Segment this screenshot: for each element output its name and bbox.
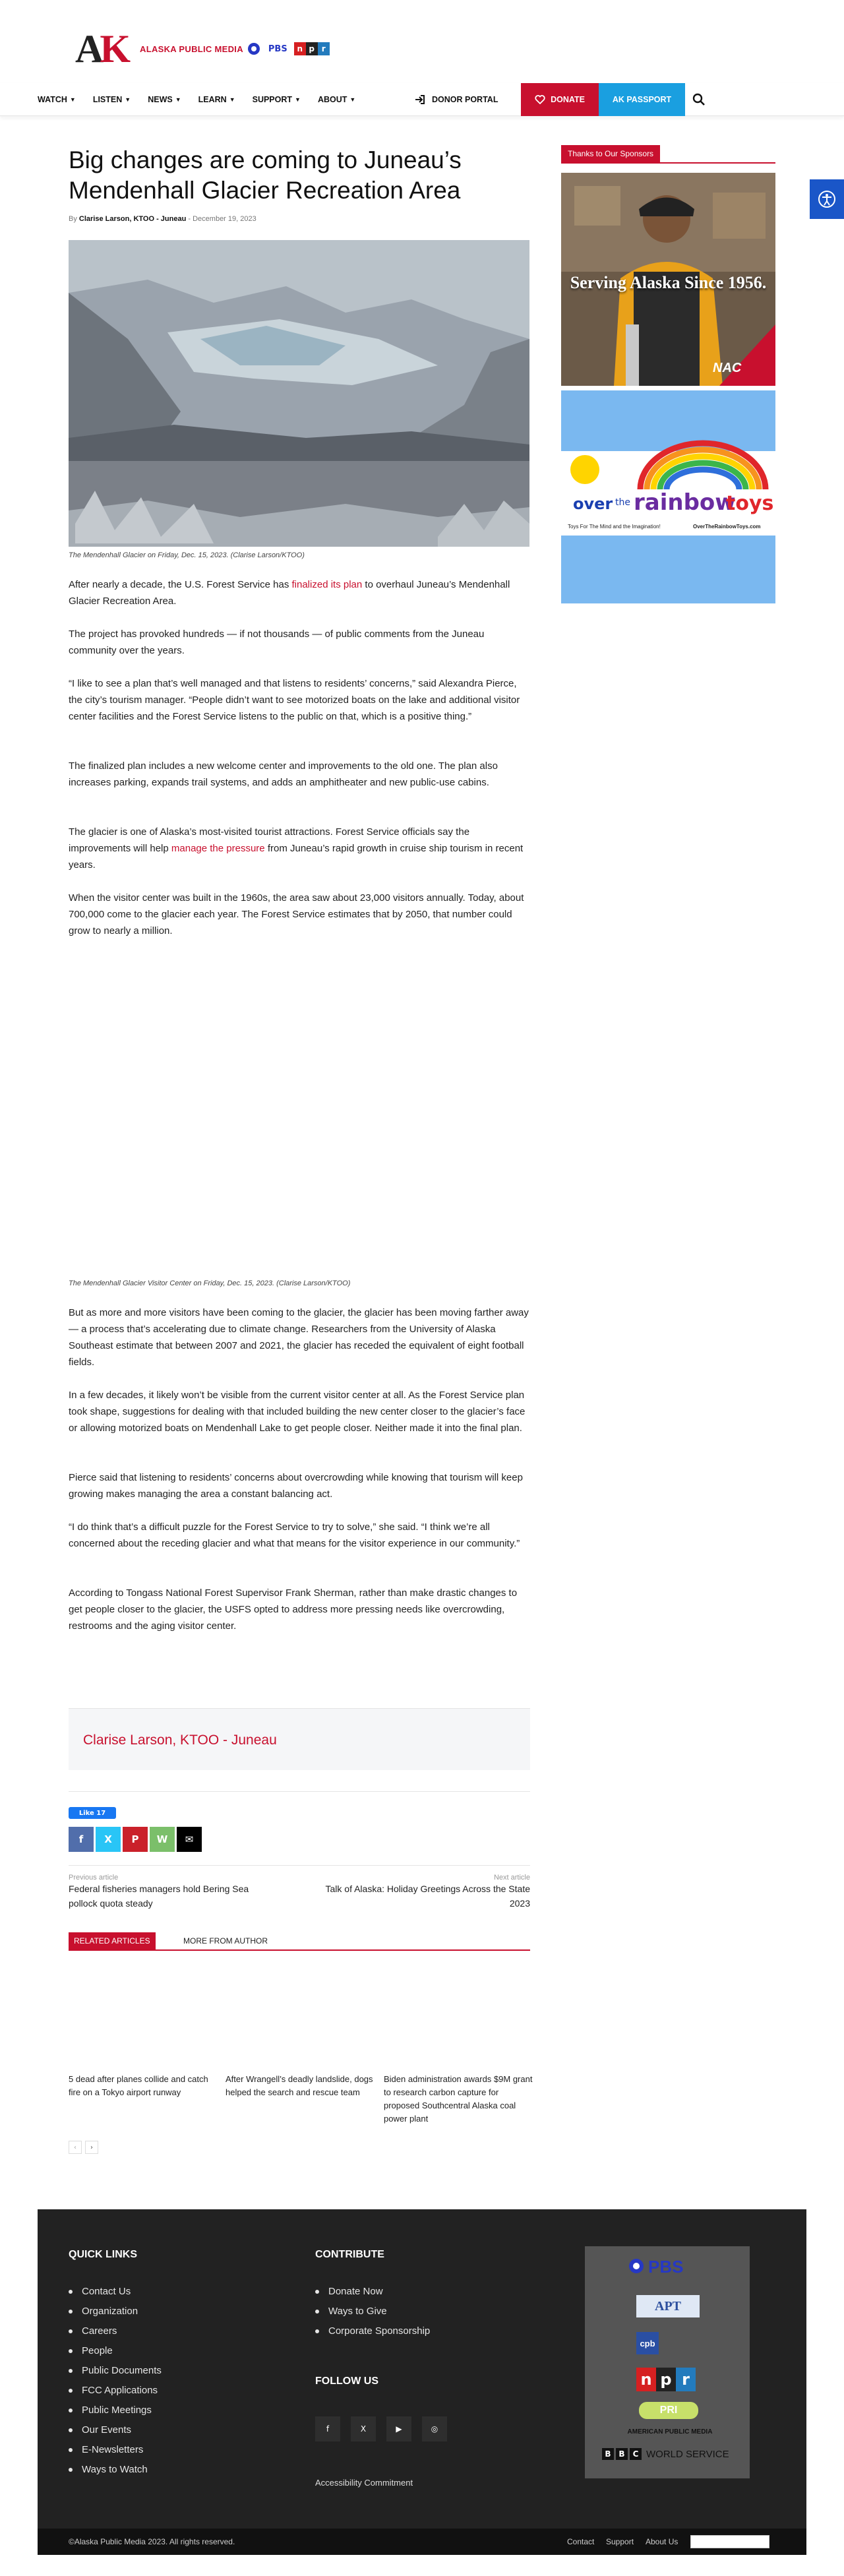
hero-image xyxy=(69,240,529,547)
main-nav xyxy=(0,83,844,116)
pbs-label: PBS xyxy=(268,44,287,54)
donate-label: DONATE xyxy=(551,95,585,104)
bottom-link-contact[interactable]: Contact xyxy=(567,2537,595,2546)
text-span: After nearly a decade, the U.S. Forest Service has xyxy=(69,579,292,590)
visitor-center-caption: The Mendenhall Glacier Visitor Center on Friday, Dec. 15, 2023. (Clarise Larson/KTOO) xyxy=(69,1279,351,1287)
npr-partner-logo xyxy=(636,2368,696,2391)
tab-related-articles[interactable]: RELATED ARTICLES xyxy=(69,1932,156,1949)
rainbow-ad-url: OverTheRainbowToys.com xyxy=(693,524,761,530)
nav-support[interactable] xyxy=(253,95,301,104)
paragraph-9: Pierce said that listening to residents’ concerns about overcrowding while knowing that tourism will keep growing makes managing the area a constant balancing act. xyxy=(69,1472,523,1500)
x-icon[interactable]: X xyxy=(351,2416,376,2441)
byline-separator: - xyxy=(188,215,193,223)
footer-bottom-bar xyxy=(38,2529,806,2555)
byline xyxy=(69,215,256,223)
paragraph-1 xyxy=(69,576,530,609)
footer-link-careers[interactable]: Careers xyxy=(69,2321,162,2341)
text-span: from Juneau’s rapid growth in cruise ship tourism in recent years. xyxy=(69,843,524,871)
author-box xyxy=(69,1708,530,1770)
chevron-down-icon: ▼ xyxy=(295,96,301,103)
sponsors-heading xyxy=(561,145,775,164)
tab-more-from-author[interactable]: MORE FROM AUTHOR xyxy=(183,1936,268,1946)
divider xyxy=(69,1865,530,1866)
cpb-partner-logo: cpb xyxy=(636,2332,659,2354)
copyright: ©Alaska Public Media 2023. All rights reserved. xyxy=(69,2537,235,2546)
bottom-link-about-us[interactable]: About Us xyxy=(646,2537,678,2546)
nav-learn[interactable] xyxy=(198,95,235,104)
pbs-logo-icon xyxy=(247,42,260,55)
sponsor-ad-over-the-rainbow[interactable] xyxy=(561,390,775,603)
footer-link-public-documents[interactable]: Public Documents xyxy=(69,2361,162,2381)
nav-watch[interactable] xyxy=(38,95,76,104)
previous-article-title[interactable]: Federal fisheries managers hold Bering Sea pollock quota steady xyxy=(69,1884,249,1909)
instagram-icon[interactable]: ◎ xyxy=(422,2416,447,2441)
related-article-1[interactable]: 5 dead after planes collide and catch fire on a Tokyo airport runway xyxy=(69,2074,208,2097)
whatsapp-share-icon[interactable]: W xyxy=(150,1827,175,1852)
next-page-button[interactable]: › xyxy=(85,2141,98,2154)
paragraph-5 xyxy=(69,824,530,873)
related-tabs xyxy=(69,1932,530,1951)
ak-logo-mark: AK xyxy=(75,27,127,71)
chevron-down-icon: ▼ xyxy=(229,96,235,103)
nav-about[interactable] xyxy=(318,95,355,104)
footer-link-organization[interactable]: Organization xyxy=(69,2302,162,2321)
donor-portal-link[interactable] xyxy=(415,83,498,116)
apt-partner-logo: APT xyxy=(636,2295,700,2317)
footer-link-contact-us[interactable]: Contact Us xyxy=(69,2282,162,2302)
nac-ad-headline: Serving Alaska Since 1956. xyxy=(570,273,767,292)
pbs-partner-icon xyxy=(628,2258,644,2274)
text-span: The glacier is one of Alaska’s most-visited tourist attractions. Forest Service officials say the improvements will help xyxy=(69,826,470,854)
facebook-share-icon[interactable]: f xyxy=(69,1827,94,1852)
previous-article-label: Previous article xyxy=(69,1874,119,1882)
email-share-icon[interactable]: ✉ xyxy=(177,1827,202,1852)
paragraph-7: But as more and more visitors have been coming to the glacier, the glacier has been moving farther away — a process that’s accelerating due to climate change. Researchers from the University of Alaska Southeast estimate that between 2007 and 2021, the glacier has receded the equivalent of eight football fields. xyxy=(69,1307,529,1368)
sponsors-heading-label: Thanks to Our Sponsors xyxy=(561,145,660,162)
pbs-partner-logo: PBS xyxy=(648,2257,684,2277)
facebook-icon[interactable]: f xyxy=(315,2416,340,2441)
next-article-title[interactable]: Talk of Alaska: Holiday Greetings Across the State 2023 xyxy=(325,1884,530,1909)
hero-caption: The Mendenhall Glacier on Friday, Dec. 15, 2023. (Clarise Larson/KTOO) xyxy=(69,551,305,559)
chevron-down-icon: ▼ xyxy=(175,96,181,103)
quick-links-list xyxy=(69,2282,162,2480)
footer-link-ways-to-give[interactable]: Ways to Give xyxy=(315,2302,430,2321)
npr-letter-r: r xyxy=(318,42,330,55)
visitor-center-image-placeholder xyxy=(69,958,530,1273)
paragraph-8: In a few decades, it likely won’t be visible from the current visitor center at all. As the Forest Service plan took shape, suggestions for dealing with that included building the new center closer to the glacier’s face or allowing motorized boats on Mendenhall Lake to get people closer. Neither made it into the final plan. xyxy=(69,1390,526,1434)
accessibility-icon xyxy=(818,191,835,208)
heart-icon xyxy=(535,95,545,104)
footer-search-input[interactable] xyxy=(690,2535,769,2548)
footer-link-ways-to-watch[interactable]: Ways to Watch xyxy=(69,2460,162,2480)
nav-label: WATCH xyxy=(38,95,67,104)
site-logo[interactable] xyxy=(75,28,330,70)
manage-pressure-link[interactable]: manage the pressure xyxy=(171,843,265,854)
bbc-letter-b: B xyxy=(602,2448,614,2460)
rainbow-ad-toys: toys xyxy=(726,492,774,515)
footer-link-people[interactable]: People xyxy=(69,2341,162,2361)
next-article[interactable] xyxy=(319,1874,530,1911)
author-box-name[interactable]: Clarise Larson, KTOO - Juneau xyxy=(83,1733,277,1748)
bbc-world-service-label: WORLD SERVICE xyxy=(646,2448,729,2460)
bbc-letter-b: B xyxy=(616,2448,628,2460)
contribute-heading: CONTRIBUTE xyxy=(315,2249,384,2260)
partner-logos xyxy=(585,2246,750,2478)
nav-label: LEARN xyxy=(198,95,227,104)
prev-page-button[interactable]: ‹ xyxy=(69,2141,82,2154)
facebook-like-button[interactable]: Like 17 xyxy=(69,1807,116,1819)
sponsor-ad-nac[interactable] xyxy=(561,173,775,386)
follow-us-heading: FOLLOW US xyxy=(315,2376,378,2387)
bottom-link-support[interactable]: Support xyxy=(606,2537,634,2546)
npr-letter-n: n xyxy=(636,2368,656,2391)
previous-article[interactable] xyxy=(69,1874,280,1911)
footer-link-fcc-applications[interactable]: FCC Applications xyxy=(69,2381,162,2401)
paragraph-11: According to Tongass National Forest Supervisor Frank Sherman, rather than make drastic changes to get people closer to the glacier, the USFS opted to address more pressing needs like overcrowding, restrooms and the aging visitor center. xyxy=(69,1587,518,1632)
npr-letter-n: n xyxy=(294,42,306,55)
pinterest-share-icon[interactable]: P xyxy=(123,1827,148,1852)
x-share-icon[interactable]: X xyxy=(96,1827,121,1852)
ak-passport-button[interactable] xyxy=(599,83,685,116)
author-link[interactable]: Clarise Larson, KTOO - Juneau xyxy=(78,215,187,223)
article-title: Big changes are coming to Juneau’s Mendenhall Glacier Recreation Area xyxy=(69,146,462,204)
nav-news[interactable] xyxy=(148,95,181,104)
donor-portal-label: DONOR PORTAL xyxy=(432,95,498,104)
nav-label: ABOUT xyxy=(317,95,347,104)
byline-by: By xyxy=(69,215,77,223)
npr-logo xyxy=(294,42,330,55)
contribute-list xyxy=(315,2282,430,2341)
chevron-down-icon: ▼ xyxy=(69,96,76,103)
quick-links-heading: QUICK LINKS xyxy=(69,2249,137,2260)
glacier-photo xyxy=(69,240,529,547)
ak-passport-label: AK PASSPORT xyxy=(612,95,672,104)
next-article-label: Next article xyxy=(493,1874,530,1882)
rainbow-ad-tagline: Toys For The Mind and the Imagination! xyxy=(568,524,661,530)
sign-in-icon xyxy=(415,94,425,105)
donate-button[interactable] xyxy=(521,83,599,116)
paragraph-10: “I do think that’s a difficult puzzle for the Forest Service to try to solve,” she said. “I think we’re all concerned about the receding glacier and what that means for the visitor experience in our community.” xyxy=(69,1521,520,1549)
nav-label: LISTEN xyxy=(92,95,123,104)
related-article-2[interactable]: After Wrangell’s deadly landslide, dogs helped the search and rescue team xyxy=(226,2074,373,2097)
paragraph-4: The finalized plan includes a new welcome center and improvements to the old one. The plan also increases parking, expands trail systems, and adds an amphitheater and new public-use cabins. xyxy=(69,760,498,788)
footer-link-corporate-sponsorship[interactable]: Corporate Sponsorship xyxy=(315,2321,430,2341)
nav-label: SUPPORT xyxy=(252,95,293,104)
brand-name: ALASKA PUBLIC MEDIA xyxy=(140,44,243,54)
apm-partner-logo: AMERICAN PUBLIC MEDIA xyxy=(627,2428,713,2436)
chevron-down-icon: ▼ xyxy=(125,96,131,103)
paragraph-6: When the visitor center was built in the 1960s, the area saw about 23,000 visitors annually. Today, about 700,000 come to the glacier each year. The Forest Service estimates that by 2050, that number could grow to nearly a million. xyxy=(69,892,524,936)
footer-link-public-meetings[interactable]: Public Meetings xyxy=(69,2401,162,2420)
rainbow-ad-over: over xyxy=(573,495,613,513)
nav-listen[interactable] xyxy=(93,95,131,104)
text-span: to overhaul Juneau’s Mendenhall Glacier Recreation Area. xyxy=(69,579,510,607)
search-icon[interactable] xyxy=(692,93,706,106)
bbc-partner-logo xyxy=(602,2448,729,2460)
accessibility-toggle-button[interactable] xyxy=(810,179,844,219)
related-article-3[interactable]: Biden administration awards $9M grant to research carbon capture for proposed Southcentral Alaska coal power plant xyxy=(384,2074,533,2124)
rainbow-ad-rainbow: rainbow xyxy=(634,489,736,516)
youtube-icon[interactable]: ▶ xyxy=(386,2416,411,2441)
rainbow-ad-the: the xyxy=(615,497,630,508)
nac-logo: NAC xyxy=(713,361,742,375)
npr-letter-r: r xyxy=(676,2368,696,2391)
divider xyxy=(69,1791,530,1792)
pri-partner-logo: PRI xyxy=(639,2402,698,2419)
footer-link-donate-now[interactable]: Donate Now xyxy=(315,2282,430,2302)
footer-link-e-newsletters[interactable]: E-Newsletters xyxy=(69,2440,162,2460)
npr-letter-p: p xyxy=(656,2368,676,2391)
bbc-letter-c: C xyxy=(630,2448,642,2460)
publish-date: December 19, 2023 xyxy=(193,215,256,223)
finalized-plan-link[interactable]: finalized its plan xyxy=(291,579,363,590)
paragraph-3: “I like to see a plan that’s well managed and that listens to residents’ concerns,” said Alexandra Pierce, the city’s tourism manager. “People didn’t want to see motorized boats on the lake and additional visitor center facilities and the Forest Service listens to the public on that, which is a positive thing.” xyxy=(69,678,520,722)
npr-letter-p: p xyxy=(306,42,318,55)
accessibility-commitment-link[interactable]: Accessibility Commitment xyxy=(315,2478,413,2488)
footer-link-our-events[interactable]: Our Events xyxy=(69,2420,162,2440)
paragraph-2: The project has provoked hundreds — if not thousands — of public comments from the Juneau community over the years. xyxy=(69,629,485,656)
nav-label: NEWS xyxy=(148,95,173,104)
chevron-down-icon: ▼ xyxy=(349,96,356,103)
